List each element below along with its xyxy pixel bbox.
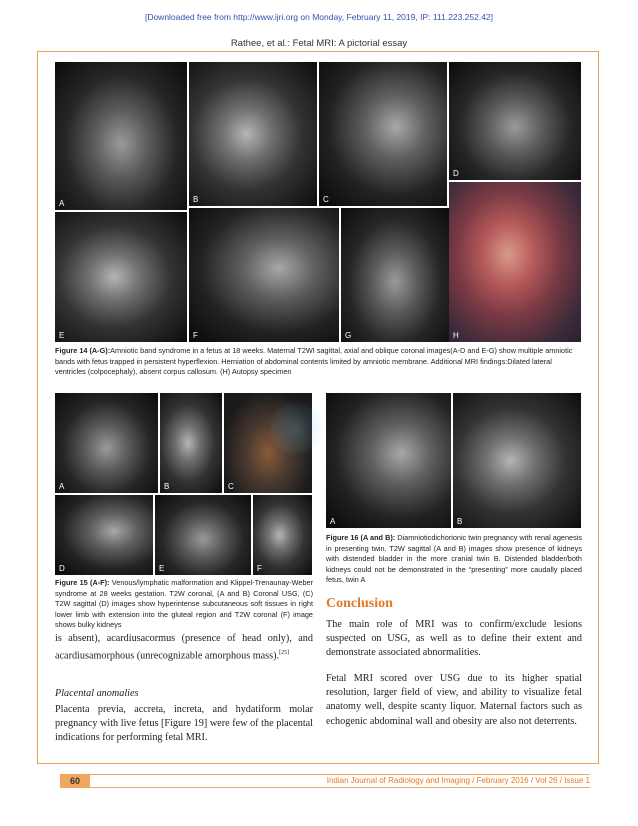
download-notice: [Downloaded free from http://www.ijri.org on Monday, February 11, 2019, IP: 111.223.252.42] (144, 12, 494, 22)
figure-14-panel-f (189, 208, 339, 342)
figure-15-caption (55, 578, 313, 631)
figure-14-caption (55, 346, 583, 378)
figure-15-panel-e (155, 495, 251, 575)
figure-14-panel-e (55, 212, 187, 342)
panel-label: B (193, 195, 199, 204)
running-header: Rathee, et al.: Fetal MRI: A pictorial essay (230, 38, 408, 49)
figure-15-panel-f (253, 495, 312, 575)
section-subhead: Placental anomalies (55, 688, 139, 699)
figure-14-panel-g (341, 208, 449, 342)
panel-label: H (453, 331, 459, 340)
caption-label: Figure 14 (A-G): (55, 346, 111, 355)
body-text: is absent), acardiusacormus (presence of head only), and acardiusamorphous (unrecognizable amorphous mass). (55, 633, 313, 662)
journal-footer: Indian Journal of Radiology and Imaging / February 2016 / Vol 26 / Issue 1 (326, 776, 590, 785)
panel-label: B (164, 482, 170, 491)
figure-14-panel-c (319, 62, 447, 206)
panel-label: D (453, 169, 459, 178)
caption-text: Venous/lymphatic malformation and Klippel-Trenaunay-Weber syndrome at 28 weeks gestation. T2W coronal, (A and B) Coronal USG, (C) T2W sagittal (D) images show hyperintense subcutaneous soft tissues in right lower limb with extension into the gluteal region and T2W coronal (F) image shows bulky kidneys (55, 578, 313, 629)
figure-14-panel-h (449, 182, 581, 342)
figure-14-panel-d (449, 62, 581, 180)
page-number: 60 (60, 774, 90, 788)
right-column-para-2: Fetal MRI scored over USG due to its higher spatial resolution, larger field of view, and ability to visualize fetal anatomy well, despite scanty liquor. Maternal factors such as echogenic abdominal wall and obesity are also not deterrents. (326, 673, 582, 727)
panel-label: A (59, 482, 65, 491)
figure-15-panel-d (55, 495, 153, 575)
right-column-para-1: The main role of MRI was to confirm/exclude lesions suspected on USG, as well as to define their extent and demonstrate associated abnormalities. (326, 619, 582, 659)
figure-16-panel-b (453, 393, 581, 528)
citation: [25] (279, 650, 290, 657)
panel-label: D (59, 564, 65, 573)
panel-label: E (59, 331, 65, 340)
panel-label: G (345, 331, 352, 340)
caption-text: Diamnioticdichorionic twin pregnancy with renal agenesis in presenting twin. T2W sagittal (A and B) images show presence of kidneys with distended bladder in the more cranial twin B. Distended bladder/both kidneys could not be demonstrated in the “presenting” more caudally placed fetus, twin A (326, 533, 582, 584)
left-column-para-2: Placenta previa, accreta, increta, and hydatiform molar pregnancy with live fetus [Figure 19] were few of the placental indications for performing fetal MRI. (55, 704, 313, 744)
section-title: Conclusion (326, 596, 393, 611)
panel-label: A (59, 199, 65, 208)
figure-16-panel-a (326, 393, 451, 528)
figure-14-panel-b (189, 62, 317, 206)
panel-label: B (457, 517, 463, 526)
caption-text: Amniotic band syndrome in a fetus at 18 weeks. Maternal T2WI sagittal, axial and oblique coronal images(A-D and E-G) show multiple amniotic bands with fetus trapped in persistent hyperflexion. Herniation of abdominal contents limited by amniotic membrane. Additional MRI findings:Dilated lateral ventricles (colpocephaly), absent corpus callosum. (H) Autopsy specimen (55, 346, 573, 376)
panel-label: C (323, 195, 329, 204)
figure-14-panel-a (55, 62, 187, 210)
panel-label: C (228, 482, 234, 491)
figure-15-panel-b (160, 393, 222, 493)
caption-label: Figure 15 (A-F): (55, 578, 110, 587)
panel-label: F (257, 564, 262, 573)
panel-label: F (193, 331, 198, 340)
figure-16-caption (326, 533, 582, 586)
figure-15-panel-a (55, 393, 158, 493)
caption-label: Figure 16 (A and B): (326, 533, 396, 542)
panel-label: A (330, 517, 336, 526)
journal-watermark (268, 400, 324, 456)
left-column-para-1 (55, 632, 313, 664)
panel-label: E (159, 564, 165, 573)
